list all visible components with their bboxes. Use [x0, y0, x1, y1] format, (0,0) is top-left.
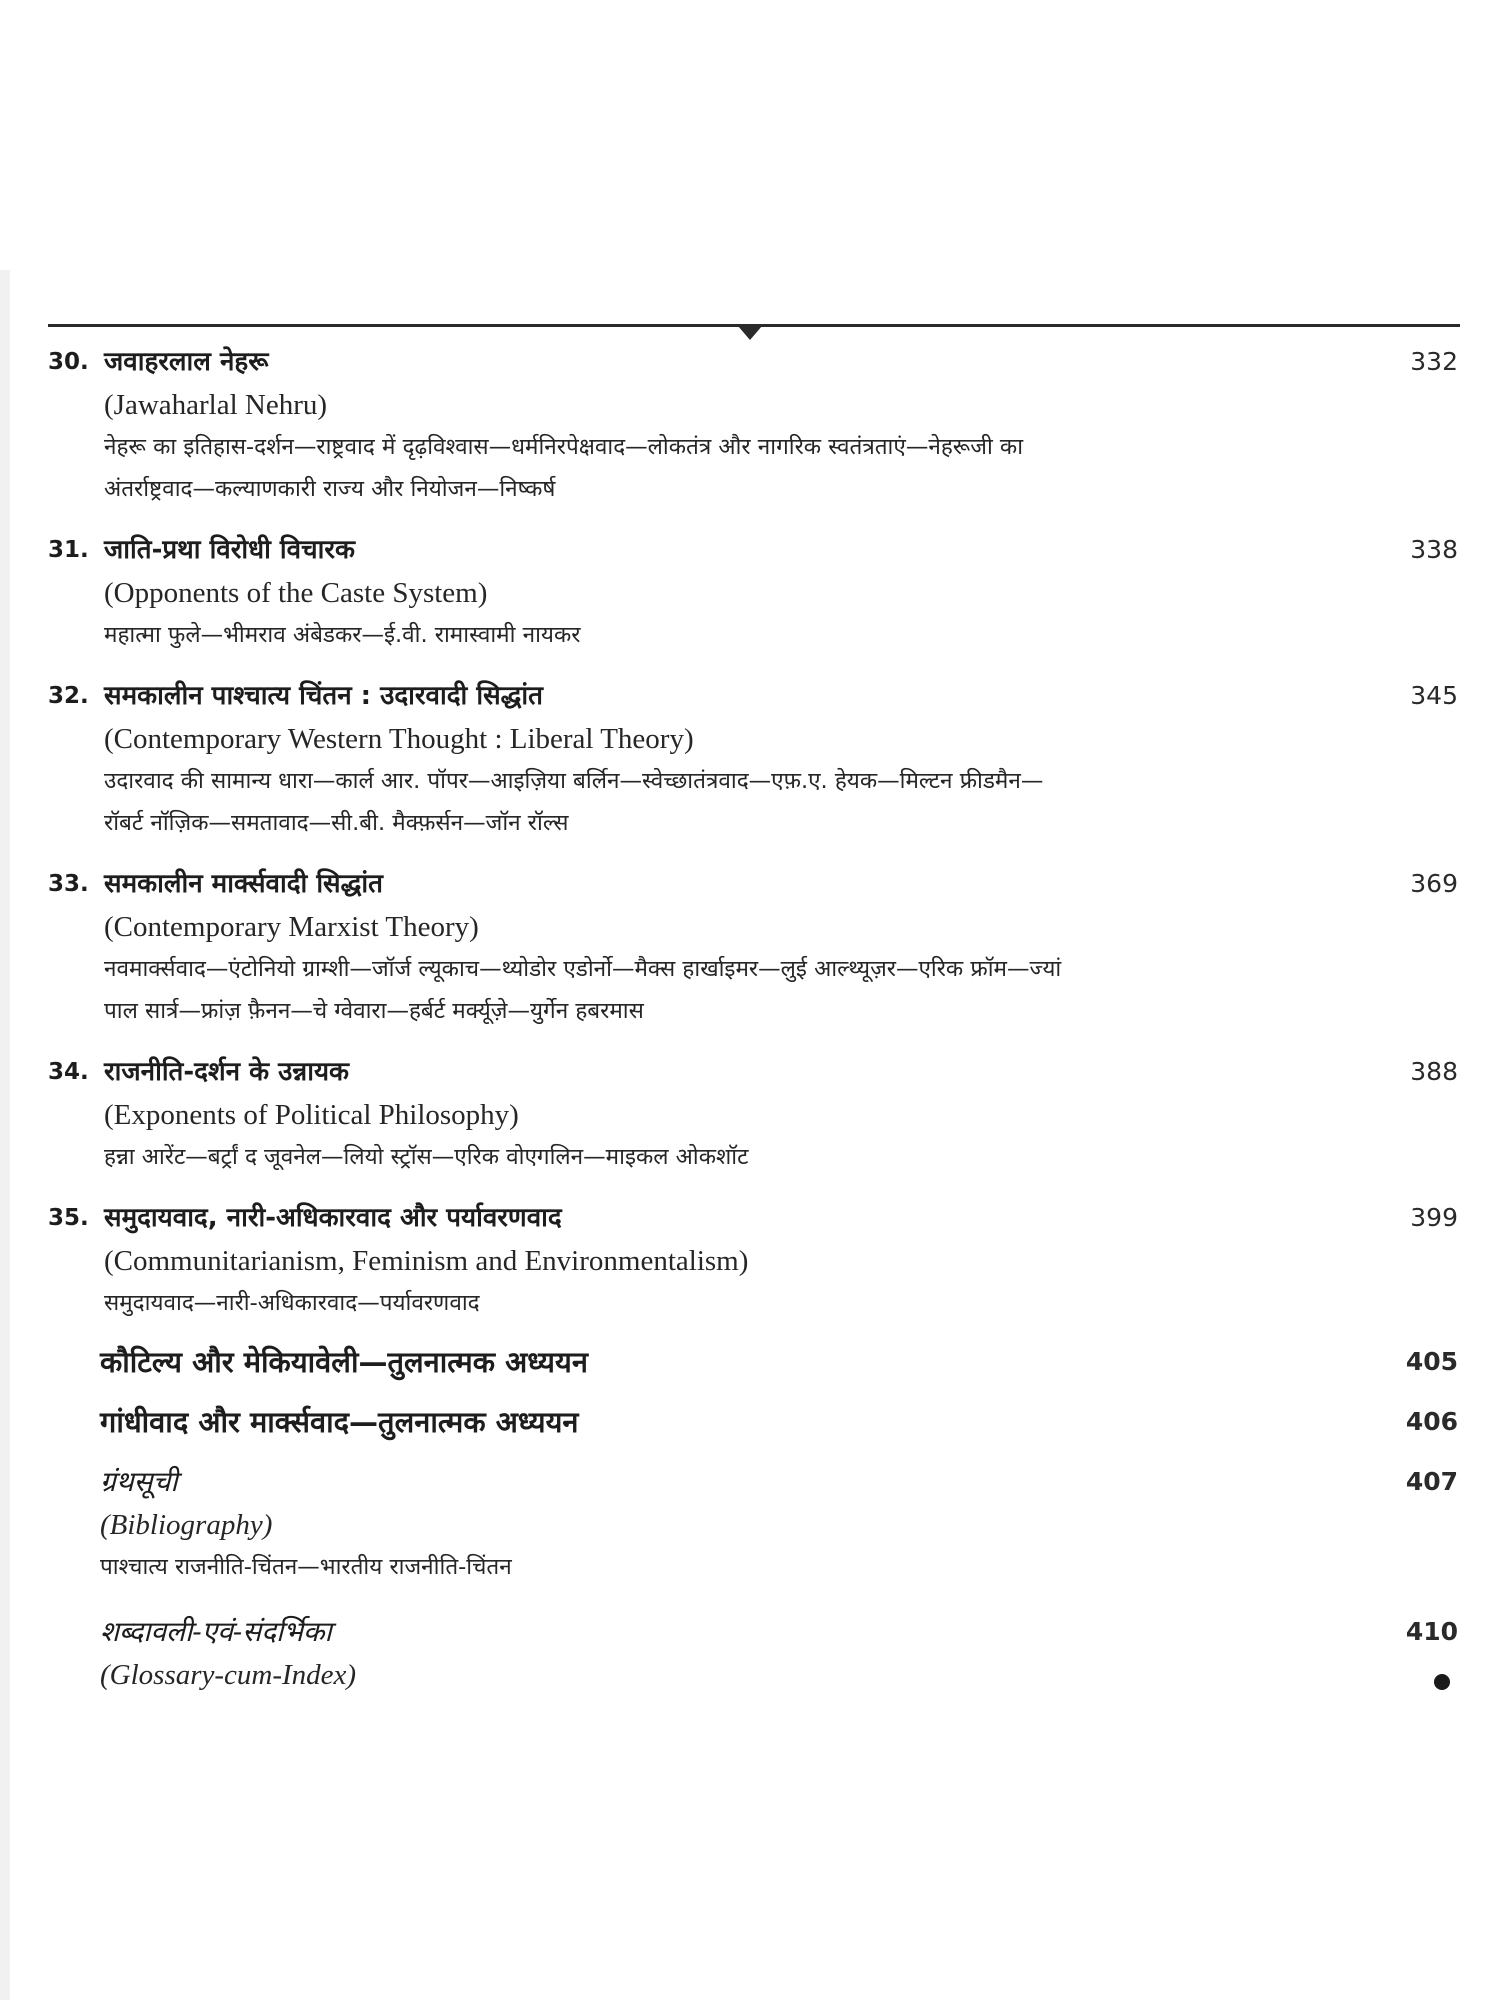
- page-number: 369: [1410, 869, 1458, 898]
- page-number: 338: [1410, 535, 1458, 564]
- chapter-topics-line: समुदायवाद—नारी-अधिकारवाद—पर्यावरणवाद: [104, 1290, 480, 1316]
- toc-entry-bibliography[interactable]: [48, 1460, 1458, 1588]
- chapter-topics-line: हन्ना आरेंट—बर्ट्रां द जूवनेल—लियो स्ट्रॉस—एरिक वोएगलिन—माइकल ओकशॉट: [104, 1144, 749, 1170]
- chapter-title: समकालीन पाश्चात्य चिंतन : उदारवादी सिद्धांत: [104, 681, 543, 711]
- page-number: 406: [1405, 1407, 1458, 1436]
- section-title: ग्रंथसूची: [100, 1465, 178, 1498]
- page-number: 345: [1410, 681, 1458, 710]
- toc-entry-glossary[interactable]: [48, 1610, 1458, 1696]
- chapter-topics-line: नेहरू का इतिहास-दर्शन—राष्ट्रवाद में दृढ़विश्वास—धर्मनिरपेक्षवाद—लोकतंत्र और नागरिक स्वतंत्रताएं—नेहरूजी का: [104, 434, 1024, 460]
- page-number: 332: [1410, 347, 1458, 376]
- chapter-english-title: (Opponents of the Caste System): [104, 577, 488, 609]
- page-top-margin: [0, 0, 1500, 270]
- page-number: 388: [1410, 1057, 1458, 1086]
- chapter-title: जाति-प्रथा विरोधी विचारक: [104, 535, 355, 565]
- chapter-title: राजनीति-दर्शन के उन्नायक: [104, 1057, 350, 1087]
- toc-entry-33[interactable]: [48, 862, 1458, 1032]
- toc-entry-30[interactable]: [48, 340, 1458, 510]
- section-title: शब्दावली-एवं-संदर्भिका: [100, 1615, 332, 1648]
- page-number: 399: [1410, 1203, 1458, 1232]
- chapter-number: 35.: [48, 1205, 89, 1231]
- toc-entry-comparative-kautilya[interactable]: [48, 1340, 1458, 1384]
- toc-entry-comparative-gandhi[interactable]: [48, 1400, 1458, 1444]
- chapter-title: समकालीन मार्क्सवादी सिद्धांत: [104, 869, 383, 899]
- chapter-topics-line: नवमार्क्सवाद—एंटोनियो ग्राम्शी—जॉर्ज ल्यूकाच—थ्योडोर एडोर्नो—मैक्स हार्खाइमर—लुई आल्थ्यूज़र—एरिक फ्रॉम—ज्यां: [104, 956, 1062, 982]
- chapter-number: 32.: [48, 683, 89, 709]
- table-of-contents: [48, 322, 1458, 1696]
- toc-entry-31[interactable]: [48, 528, 1458, 656]
- chapter-number: 34.: [48, 1059, 89, 1085]
- chapter-number: 33.: [48, 871, 89, 897]
- chapter-topics-line: अंतर्राष्ट्रवाद—कल्याणकारी राज्य और नियोजन—निष्कर्ष: [104, 476, 556, 502]
- chapter-topics-line: रॉबर्ट नॉज़िक—समतावाद—सी.बी. मैक्फ़र्सन—जॉन रॉल्स: [104, 810, 569, 836]
- section-topics-line: पाश्चात्य राजनीति-चिंतन—भारतीय राजनीति-चिंतन: [100, 1554, 512, 1580]
- chapter-number: 30.: [48, 349, 89, 375]
- page-edge-shadow: [0, 270, 10, 2000]
- chapter-english-title: (Contemporary Marxist Theory): [104, 911, 479, 943]
- chapter-topics-line: महात्मा फुले—भीमराव अंबेडकर—ई.वी. रामास्वामी नायकर: [104, 622, 581, 648]
- page-number: 410: [1405, 1617, 1458, 1646]
- section-english-title: (Bibliography): [100, 1509, 273, 1541]
- chapter-english-title: (Contemporary Western Thought : Liberal Theory): [104, 723, 694, 755]
- chapter-english-title: (Exponents of Political Philosophy): [104, 1099, 519, 1131]
- toc-entry-35[interactable]: [48, 1196, 1458, 1324]
- toc-entry-34[interactable]: [48, 1050, 1458, 1178]
- chapter-english-title: (Communitarianism, Feminism and Environmentalism): [104, 1245, 749, 1277]
- chapter-number: 31.: [48, 537, 89, 563]
- section-title: कौटिल्य और मेकियावेली—तुलनात्मक अध्ययन: [100, 1345, 588, 1379]
- chapter-topics-line: उदारवाद की सामान्य धारा—कार्ल आर. पॉपर—आइज़िया बर्लिन—स्वेच्छातंत्रवाद—एफ़.ए. हेयक—मिल्टन फ्रीडमैन—: [104, 768, 1044, 794]
- end-bullet: [1434, 1674, 1450, 1690]
- page-number: 407: [1405, 1467, 1458, 1496]
- chapter-title: समुदायवाद, नारी-अधिकारवाद और पर्यावरणवाद: [104, 1203, 562, 1233]
- page-number: 405: [1405, 1347, 1458, 1376]
- chapter-topics-line: पाल सार्त्र—फ्रांज़ फ़ैनन—चे ग्वेवारा—हर्बर्ट मर्क्यूज़े—युर्गेन हबरमास: [104, 998, 644, 1024]
- section-english-title: (Glossary-cum-Index): [100, 1659, 357, 1691]
- toc-entry-32[interactable]: [48, 674, 1458, 844]
- section-title: गांधीवाद और मार्क्सवाद—तुलनात्मक अध्ययन: [100, 1405, 579, 1439]
- chapter-title: जवाहरलाल नेहरू: [104, 347, 269, 377]
- chapter-english-title: (Jawaharlal Nehru): [104, 389, 328, 421]
